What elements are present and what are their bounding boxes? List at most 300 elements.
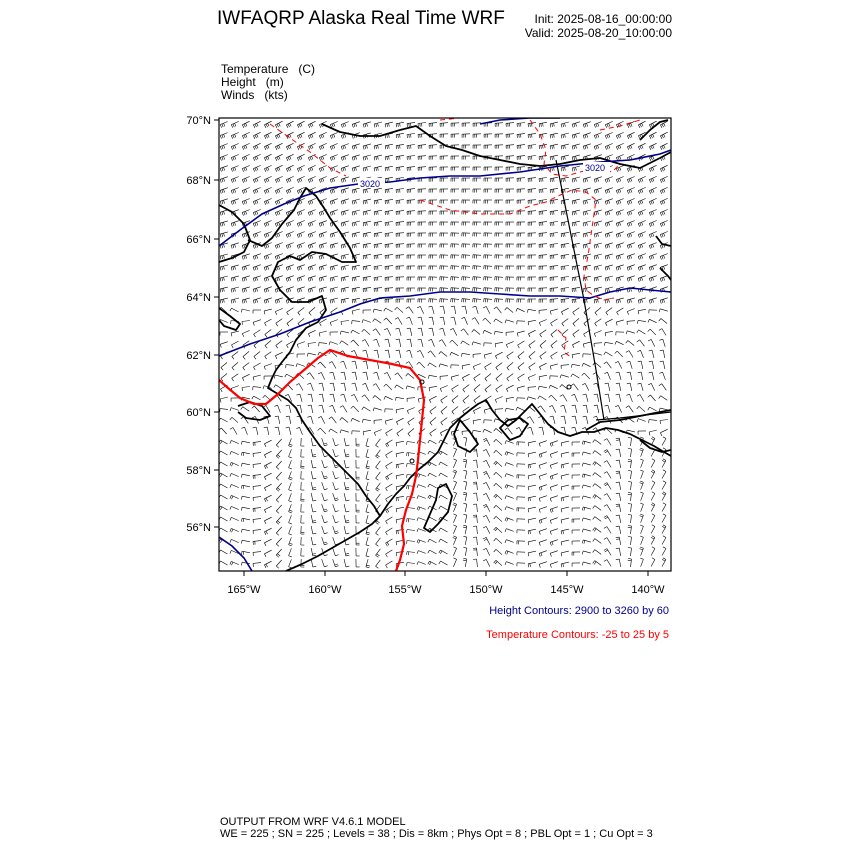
wind-barb-flag xyxy=(627,256,628,259)
wind-barb-flag xyxy=(276,323,278,326)
wind-barb xyxy=(640,340,645,346)
wind-barb xyxy=(484,288,492,289)
wind-barb-flag xyxy=(334,266,335,269)
wind-barb-flag xyxy=(255,234,256,237)
wind-barb xyxy=(462,266,470,267)
wind-barb-flag xyxy=(587,233,588,236)
wind-barb xyxy=(496,385,503,390)
wind-barb-flag xyxy=(640,234,641,237)
wind-barb xyxy=(551,341,557,346)
wind-barb-flag xyxy=(367,189,368,192)
wind-barb xyxy=(528,551,536,553)
wind-barb-flag xyxy=(366,523,369,524)
wind-barb-flag xyxy=(341,245,342,248)
wind-barb xyxy=(561,210,569,211)
wind-barb-flag xyxy=(235,167,236,170)
wind-barb-flag xyxy=(627,169,628,172)
wind-barb-flag xyxy=(561,234,562,238)
wind-barb-flag xyxy=(642,178,643,181)
wind-barb-flag xyxy=(429,306,432,307)
wind-barb-flag xyxy=(263,395,265,398)
wind-barb xyxy=(418,374,425,377)
wind-barb-flag xyxy=(396,135,397,138)
wind-barb-flag xyxy=(616,300,617,303)
wind-barb xyxy=(606,308,612,313)
wind-barb-flag xyxy=(594,124,595,127)
wind-barb xyxy=(385,222,393,223)
wind-barb-flag xyxy=(288,223,289,226)
wind-barb-flag xyxy=(550,212,551,215)
wind-barb-flag xyxy=(332,124,333,127)
wind-barb-flag xyxy=(651,168,652,171)
wind-barb xyxy=(473,419,481,420)
wind-barb-flag xyxy=(222,179,223,182)
wind-barb xyxy=(396,211,404,212)
wind-barb-flag xyxy=(429,317,433,318)
wind-barb-flag xyxy=(334,299,335,302)
wind-barb xyxy=(253,464,261,465)
wind-barb-flag xyxy=(365,146,366,149)
wind-barb xyxy=(253,530,261,531)
wind-barb xyxy=(616,320,624,322)
wind-barb-flag xyxy=(430,423,432,426)
wind-barb-flag xyxy=(244,168,245,171)
wind-barb xyxy=(374,430,381,433)
wind-barb xyxy=(608,405,610,413)
wind-barb xyxy=(551,395,557,401)
wind-barb xyxy=(407,453,415,454)
wind-barb-flag xyxy=(220,278,221,281)
wind-barb-flag xyxy=(324,542,327,543)
wind-barb-flag xyxy=(241,309,242,312)
wind-barb-flag xyxy=(308,234,309,237)
wind-barb-flag xyxy=(233,124,234,127)
wind-barb xyxy=(595,506,601,511)
wind-barb-flag xyxy=(308,267,309,270)
wind-barb xyxy=(388,350,389,358)
wind-barb xyxy=(453,548,456,555)
wind-barb-flag xyxy=(574,179,575,182)
wind-barb xyxy=(267,427,268,435)
wind-barb xyxy=(300,427,303,434)
wind-barb-flag xyxy=(395,385,397,388)
wind-barb-flag xyxy=(299,124,301,127)
wind-barb-flag xyxy=(474,378,476,381)
wind-barb xyxy=(495,299,503,300)
wind-barb-flag xyxy=(428,484,430,487)
wind-barb-flag xyxy=(573,312,575,315)
lon-label: 160°W xyxy=(308,584,342,596)
wind-barb-flag xyxy=(363,245,364,249)
wind-barb xyxy=(619,559,620,567)
wind-barb-flag xyxy=(607,278,608,281)
wind-barb xyxy=(330,320,338,323)
wind-barb-flag xyxy=(463,547,466,548)
wind-barb-flag xyxy=(563,564,564,567)
wind-barb-flag xyxy=(264,427,268,428)
wind-barb-flag xyxy=(362,419,363,422)
wind-barb xyxy=(572,298,580,299)
wind-barb xyxy=(396,452,404,453)
wind-barb xyxy=(485,385,491,390)
wind-barb-flag xyxy=(574,201,575,204)
wind-barb-flag xyxy=(264,169,265,172)
wind-barb-flag xyxy=(583,223,584,226)
wind-barb-flag xyxy=(620,156,621,159)
wind-barb xyxy=(264,506,271,510)
wind-barb-flag xyxy=(378,244,379,247)
wind-barb-flag xyxy=(277,256,278,259)
wind-barb xyxy=(341,254,349,256)
wind-barb-flag xyxy=(561,312,563,315)
wind-barb-flag xyxy=(301,123,303,126)
wind-barb-flag xyxy=(376,467,379,469)
wind-barb-flag xyxy=(367,266,368,269)
wind-barb-flag xyxy=(274,375,275,378)
wind-barb-flag xyxy=(332,267,333,270)
wind-barb xyxy=(486,526,490,533)
wind-barb-flag xyxy=(483,306,486,308)
wind-barb-flag xyxy=(222,146,223,149)
wind-barb xyxy=(289,449,292,456)
wind-barb xyxy=(528,178,536,179)
wind-barb-flag xyxy=(505,496,506,499)
wind-barb-flag xyxy=(396,487,397,491)
wind-barb-flag xyxy=(264,191,265,194)
wind-barb-flag xyxy=(288,245,289,248)
wind-barb-flag xyxy=(594,289,595,292)
wind-barb xyxy=(631,559,632,567)
wind-barb-flag xyxy=(395,373,398,375)
wind-barb-flag xyxy=(376,233,377,236)
wind-barb-flag xyxy=(663,514,666,516)
wind-barb xyxy=(278,427,279,435)
wind-barb-flag xyxy=(345,211,346,214)
wind-barb-flag xyxy=(242,125,243,128)
wind-barb-flag xyxy=(616,180,617,183)
wind-barb xyxy=(363,210,371,212)
wind-barb xyxy=(496,363,502,368)
wind-barb-flag xyxy=(279,299,280,302)
wind-barb-flag xyxy=(574,299,575,303)
wind-barb-flag xyxy=(324,522,327,523)
wind-barb-flag xyxy=(496,389,498,392)
wind-barb-flag xyxy=(576,178,577,181)
wind-barb xyxy=(550,144,558,146)
wind-barb-flag xyxy=(289,543,292,544)
wind-barb xyxy=(264,451,271,455)
wind-barb xyxy=(506,408,514,409)
wind-barb-flag xyxy=(277,146,279,149)
wind-barb-flag xyxy=(660,125,662,128)
wind-barb-flag xyxy=(313,533,316,534)
wind-barb xyxy=(477,471,478,479)
wind-barb-flag xyxy=(242,256,243,259)
wind-barb-flag xyxy=(224,244,225,247)
wind-barb-flag xyxy=(335,456,338,457)
wind-barb-flag xyxy=(343,300,344,303)
wind-barb-flag xyxy=(232,463,233,466)
wind-barb-flag xyxy=(649,202,650,205)
wind-barb-flag xyxy=(253,300,254,303)
wind-barb-flag xyxy=(299,267,300,270)
wind-barb-flag xyxy=(662,493,665,495)
wind-barb-flag xyxy=(244,234,245,237)
wind-barb-flag xyxy=(279,244,280,247)
wind-barb-flag xyxy=(332,179,333,182)
wind-barb-flag xyxy=(605,383,609,384)
wind-barb xyxy=(333,537,336,545)
wind-barb-flag xyxy=(618,157,619,160)
wind-barb xyxy=(330,276,338,278)
wind-barb xyxy=(463,395,469,400)
wind-barb-flag xyxy=(653,178,654,181)
wind-barb-flag xyxy=(594,529,596,532)
wind-barb-flag xyxy=(551,335,553,338)
wind-barb-flag xyxy=(277,179,278,182)
wind-barb xyxy=(575,394,578,401)
wind-barb-flag xyxy=(598,200,599,203)
wind-barb-flag xyxy=(233,135,234,138)
wind-barb-flag xyxy=(253,245,254,248)
wind-barb-flag xyxy=(616,548,620,549)
wind-barb xyxy=(473,266,481,267)
wind-barb-flag xyxy=(505,518,506,521)
wind-barb-flag xyxy=(616,245,617,248)
wind-barb-flag xyxy=(617,312,619,315)
wind-barb-flag xyxy=(616,147,617,150)
wind-barb-flag xyxy=(312,222,313,225)
wind-barb-flag xyxy=(268,266,269,269)
wind-barb-flag xyxy=(253,289,254,292)
wind-barb-flag xyxy=(453,558,456,559)
wind-barb xyxy=(473,354,481,355)
wind-barb-flag xyxy=(351,330,353,333)
wind-barb-flag xyxy=(664,277,665,280)
wind-barb-flag xyxy=(563,255,564,258)
wind-barb-flag xyxy=(329,405,332,406)
wind-barb xyxy=(366,504,368,512)
wind-barb xyxy=(561,254,569,255)
wind-barb-flag xyxy=(246,189,247,192)
wind-barb-flag xyxy=(532,145,533,148)
wind-barb-flag xyxy=(419,507,420,510)
wind-barb xyxy=(344,504,346,512)
wind-barb xyxy=(385,277,393,278)
wind-barb-flag xyxy=(620,277,621,280)
wind-barb-flag xyxy=(541,553,542,556)
wind-barb-flag xyxy=(629,300,630,303)
wind-barb-flag xyxy=(561,498,562,501)
wind-barb-flag xyxy=(233,278,234,281)
wind-barb-flag xyxy=(638,372,642,373)
wind-barb-flag xyxy=(439,539,441,542)
wind-barb-flag xyxy=(246,134,247,137)
wind-barb-flag xyxy=(341,179,342,182)
wind-barb xyxy=(539,386,547,387)
wind-barb-flag xyxy=(550,146,551,149)
wind-barb-flag xyxy=(308,344,309,348)
wind-barb xyxy=(441,462,448,466)
wind-barb-flag xyxy=(275,202,276,205)
wind-barb-flag xyxy=(356,123,357,126)
wind-barb-flag xyxy=(319,169,320,172)
wind-barb xyxy=(355,383,357,391)
wind-barb-flag xyxy=(224,288,225,291)
wind-barb xyxy=(363,166,371,168)
wind-barb xyxy=(550,222,558,223)
wind-barb xyxy=(418,145,426,146)
wind-barb-flag xyxy=(616,201,617,204)
wind-barb-flag xyxy=(235,178,236,181)
wind-barb xyxy=(506,463,513,466)
wind-barb xyxy=(333,482,336,490)
wind-barb-flag xyxy=(428,451,430,454)
wind-barb-flag xyxy=(528,509,529,512)
wind-barb-flag xyxy=(550,311,551,314)
wind-barb xyxy=(421,317,423,325)
wind-barb xyxy=(506,123,514,124)
wind-barb-flag xyxy=(528,465,529,468)
wind-barb-flag xyxy=(319,394,322,395)
wind-barb xyxy=(583,485,591,487)
wind-barb-flag xyxy=(565,211,566,214)
wind-barb-flag xyxy=(396,542,397,546)
wind-barb-flag xyxy=(543,178,544,181)
wind-barb xyxy=(352,265,360,267)
wind-barb xyxy=(386,528,393,532)
wind-barb xyxy=(264,495,271,499)
wind-barb-flag xyxy=(398,134,399,137)
wind-barb-flag xyxy=(268,288,269,291)
wind-barb-flag xyxy=(584,474,585,477)
wind-barb-flag xyxy=(378,266,379,269)
wind-barb-flag xyxy=(376,489,379,491)
wind-barb-flag xyxy=(297,169,299,172)
wind-barb xyxy=(333,515,336,523)
wind-barb xyxy=(429,299,437,300)
wind-barb-flag xyxy=(663,470,666,472)
wind-barb-flag xyxy=(312,211,313,214)
wind-barb xyxy=(462,255,470,256)
wind-barb xyxy=(619,493,620,501)
wind-barb xyxy=(594,265,602,267)
wind-barb xyxy=(583,265,591,267)
wind-barb-flag xyxy=(389,123,390,126)
wind-barb-flag xyxy=(552,211,553,215)
wind-barb xyxy=(451,375,459,377)
wind-barb-flag xyxy=(277,234,278,237)
wind-barb-flag xyxy=(494,319,496,322)
wind-barb xyxy=(430,473,437,477)
wind-barb-flag xyxy=(286,224,287,227)
wind-barb xyxy=(465,515,467,523)
wind-barb-flag xyxy=(346,500,349,501)
wind-barb-flag xyxy=(408,422,410,425)
wind-barb-flag xyxy=(440,551,442,554)
wind-barb xyxy=(376,329,381,336)
wind-barb-flag xyxy=(572,256,573,260)
wind-barb-flag xyxy=(366,567,369,568)
wind-barb-flag xyxy=(290,233,291,236)
wind-barb xyxy=(256,427,258,435)
wind-barb-flag xyxy=(626,341,628,344)
wind-barb-flag xyxy=(385,339,388,340)
wind-barb-flag xyxy=(576,266,577,269)
wind-barb xyxy=(352,210,360,212)
wind-barb-flag xyxy=(473,411,475,414)
wind-barb-flag xyxy=(561,531,562,534)
wind-barb-flag xyxy=(563,211,564,214)
wind-barb-flag xyxy=(604,352,606,355)
wind-barb xyxy=(627,309,634,312)
wind-barb-flag xyxy=(539,520,540,523)
wind-barb-flag xyxy=(345,200,346,203)
wind-barb-flag xyxy=(334,167,335,170)
wind-barb-flag xyxy=(341,190,342,193)
wind-barb xyxy=(586,405,587,413)
wind-barb-flag xyxy=(363,168,364,171)
wind-barb xyxy=(386,539,393,543)
wind-barb-flag xyxy=(387,135,388,138)
wind-barb xyxy=(477,526,478,534)
wind-barb-flag xyxy=(451,317,454,318)
wind-barb-flag xyxy=(631,299,632,302)
wind-barb-flag xyxy=(408,519,409,523)
wind-barb xyxy=(495,342,503,343)
wind-barb xyxy=(485,318,491,324)
wind-barb-flag xyxy=(340,341,342,344)
wind-barb-flag xyxy=(429,400,431,403)
wind-barb xyxy=(517,123,525,124)
wind-barb xyxy=(506,562,513,565)
wind-barb xyxy=(561,562,569,564)
wind-barb-flag xyxy=(439,440,441,443)
wind-barb xyxy=(300,405,301,413)
wind-barb-flag xyxy=(660,300,661,303)
wind-barb xyxy=(627,321,635,322)
wind-barb-flag xyxy=(637,395,640,397)
wind-barb xyxy=(385,266,393,267)
wind-barb xyxy=(286,365,294,366)
wind-barb-flag xyxy=(406,362,409,364)
wind-barb-flag xyxy=(253,234,254,237)
wind-barb-flag xyxy=(318,428,321,431)
wind-barb xyxy=(619,504,620,512)
wind-barb-flag xyxy=(356,266,357,269)
wind-barb xyxy=(418,496,425,499)
wind-barb xyxy=(429,396,436,400)
wind-barb-flag xyxy=(441,422,443,425)
wind-barb-flag xyxy=(254,367,256,370)
wind-barb xyxy=(663,339,665,347)
wind-barb xyxy=(374,210,382,211)
wind-barb xyxy=(221,528,228,532)
wind-barb xyxy=(539,518,547,521)
wind-barb-flag xyxy=(593,428,596,430)
wind-barb-flag xyxy=(362,329,364,332)
wind-barb-flag xyxy=(539,146,540,149)
wind-barb xyxy=(407,408,414,411)
wind-barb xyxy=(386,484,393,488)
wind-barb xyxy=(528,452,536,454)
wind-barb xyxy=(276,483,281,489)
wind-barb-flag xyxy=(244,201,245,204)
wind-barb-flag xyxy=(276,500,279,502)
wind-barb-flag xyxy=(352,135,353,138)
wind-barb-flag xyxy=(341,201,342,204)
wind-barb-flag xyxy=(551,323,553,326)
